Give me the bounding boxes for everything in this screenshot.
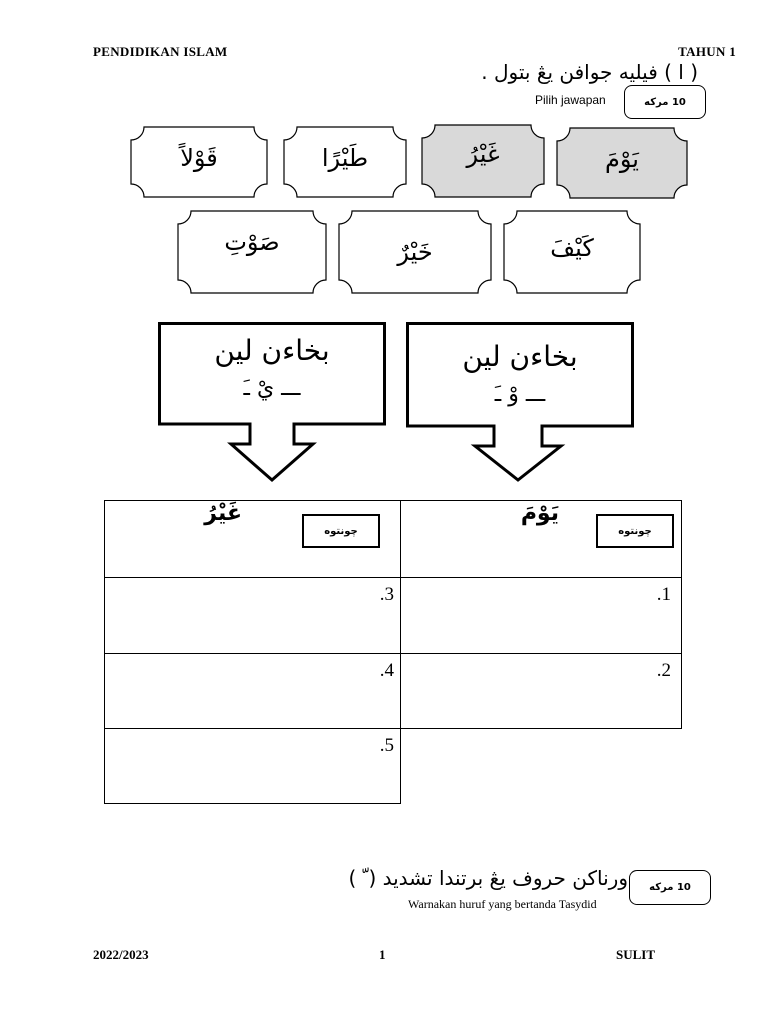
header-word: غَيْرُ — [204, 501, 242, 526]
row-number: .4 — [379, 660, 394, 681]
footer-classification: SULIT — [616, 947, 656, 962]
example-label: چونتوه — [302, 514, 380, 548]
answer-cell[interactable] — [400, 653, 682, 729]
section-b-subtitle: Warnakan huruf yang bertanda Tasydid — [408, 897, 597, 911]
section-a-title: ( ا ) فيليه جوافن يڠ بتول . — [481, 60, 698, 84]
word-card[interactable] — [338, 210, 492, 294]
row-number: .3 — [379, 584, 394, 605]
callout-right — [406, 322, 634, 482]
word-card[interactable] — [130, 126, 268, 198]
card-word: غَيْرُ — [466, 140, 500, 168]
word-card[interactable] — [503, 210, 641, 294]
card-word: خَيْرٌ — [397, 238, 433, 266]
card-word: طَيْرًا — [321, 144, 369, 172]
table-header-left — [104, 500, 401, 578]
section-a-subtitle: Pilih jawapan — [535, 93, 606, 107]
section-b-title: ورناكن حروف يڠ برتندا تشديد ( ّ ) — [348, 866, 628, 890]
callout-symbol: ـــ وْ ـَ — [494, 382, 546, 407]
footer-session: 2022/2023 — [93, 947, 149, 962]
callout-title: بخاءن لين — [214, 334, 330, 367]
card-word: قَوْلاً — [180, 144, 218, 172]
card-word: يَوْمَ — [605, 145, 639, 173]
header-year: TAHUN 1 — [678, 44, 736, 59]
footer-page-number: 1 — [379, 947, 386, 962]
callout-symbol: ـــ يْ ـَ — [243, 376, 301, 401]
callout-left — [158, 322, 386, 482]
row-number: .5 — [379, 735, 394, 756]
row-number: .1 — [656, 584, 671, 605]
answer-cell[interactable] — [104, 653, 401, 729]
row-number: .2 — [656, 660, 671, 681]
table-header-right — [400, 500, 682, 578]
word-card[interactable] — [177, 210, 327, 294]
answer-cell[interactable] — [400, 577, 682, 654]
section-b-marks: 10 مركه — [629, 870, 711, 905]
header-word: يَوْمَ — [520, 501, 559, 526]
callout-title: بخاءن لين — [462, 340, 578, 373]
header-subject: PENDIDIKAN ISLAM — [93, 44, 228, 59]
word-card[interactable] — [283, 126, 407, 198]
word-card-example[interactable] — [421, 124, 545, 198]
answer-cell[interactable] — [104, 577, 401, 654]
section-a-marks: 10 مركه — [624, 85, 706, 119]
card-word: صَوْتِ — [224, 228, 280, 256]
example-label: چونتوه — [596, 514, 674, 548]
answer-cell[interactable] — [104, 728, 401, 804]
card-word: كَيْفَ — [550, 234, 594, 262]
word-card-example[interactable] — [556, 127, 688, 199]
